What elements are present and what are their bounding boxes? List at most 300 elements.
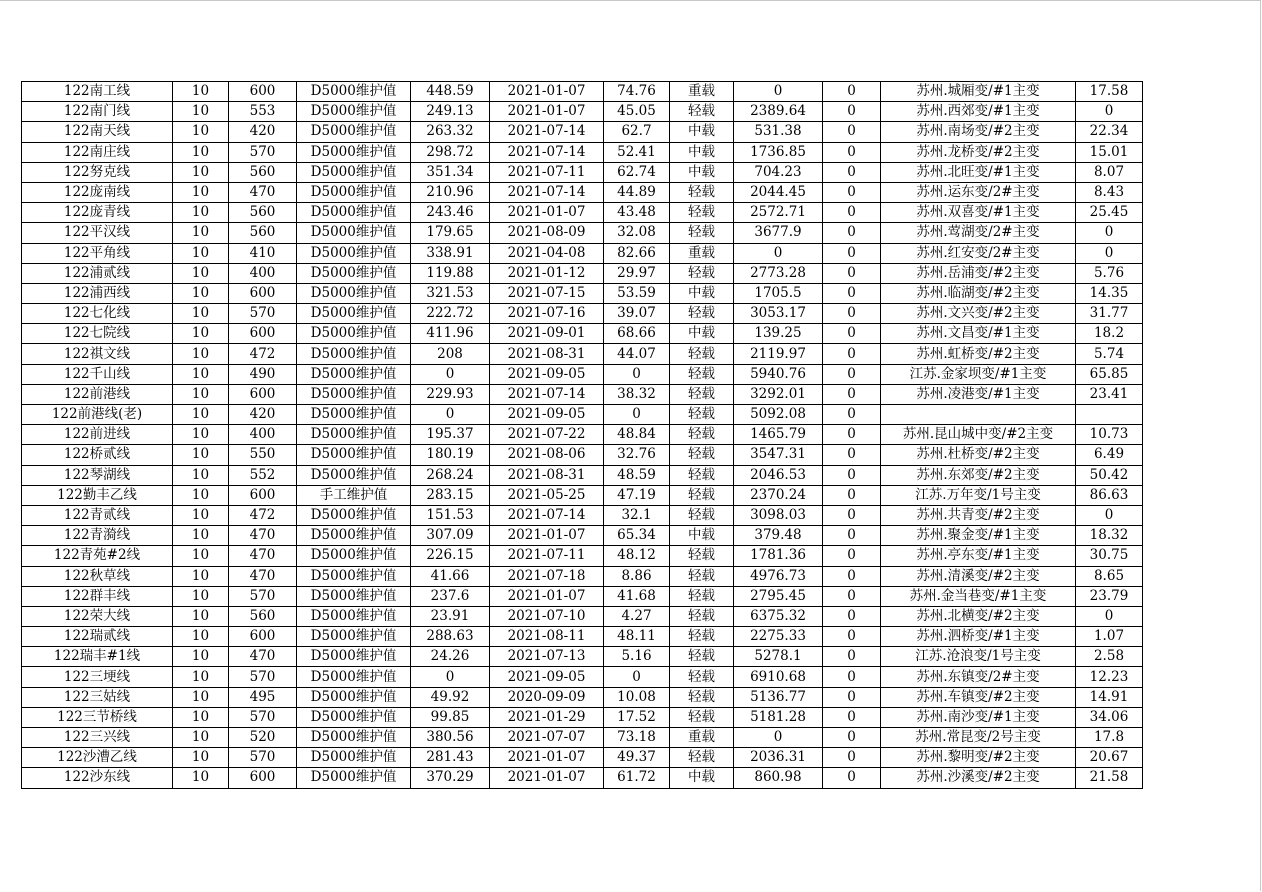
voltage-cell: 10 [173,344,229,364]
current-value-cell: 151.53 [411,505,490,525]
line-name-cell: 122前港线(老) [22,405,173,425]
transformer-load-cell: 23.41 [1076,384,1143,404]
available-capacity-cell: 5278.1 [734,647,823,667]
date-cell: 2021-07-14 [490,384,604,404]
value-cell: 0 [823,102,881,122]
load-status-cell: 轻载 [670,566,734,586]
rated-current-cell: 470 [229,526,297,546]
current-value-cell: 210.96 [411,182,490,202]
source-cell: D5000维护值 [297,364,411,384]
voltage-cell: 10 [173,647,229,667]
voltage-cell: 10 [173,768,229,788]
available-capacity-cell: 3053.17 [734,304,823,324]
load-rate-cell: 5.16 [604,647,670,667]
transformer-cell: 苏州.泗桥变/#1主变 [881,627,1076,647]
table-row [22,627,1143,647]
value-cell: 0 [823,344,881,364]
transformer-cell: 苏州.西郊变/#1主变 [881,102,1076,122]
transformer-load-cell: 23.79 [1076,586,1143,606]
available-capacity-cell: 0 [734,82,823,102]
source-cell: D5000维护值 [297,546,411,566]
value-cell: 0 [823,324,881,344]
available-capacity-cell: 6375.32 [734,606,823,626]
rated-current-cell: 420 [229,405,297,425]
voltage-cell: 10 [173,243,229,263]
source-cell: D5000维护值 [297,344,411,364]
value-cell: 0 [823,203,881,223]
line-name-cell: 122庞青线 [22,203,173,223]
load-rate-cell: 62.7 [604,122,670,142]
available-capacity-cell: 2389.64 [734,102,823,122]
rated-current-cell: 600 [229,324,297,344]
date-cell: 2021-07-10 [490,606,604,626]
transformer-load-cell: 8.07 [1076,162,1143,182]
available-capacity-cell: 2773.28 [734,263,823,283]
source-cell: D5000维护值 [297,203,411,223]
table-row [22,526,1143,546]
available-capacity-cell: 5136.77 [734,687,823,707]
value-cell: 0 [823,707,881,727]
source-cell: 手工维护值 [297,485,411,505]
current-value-cell: 351.34 [411,162,490,182]
transformer-cell: 苏州.岳浦变/#2主变 [881,263,1076,283]
transformer-load-cell: 5.76 [1076,263,1143,283]
current-value-cell: 249.13 [411,102,490,122]
line-name-cell: 122努克线 [22,162,173,182]
load-status-cell: 轻载 [670,203,734,223]
voltage-cell: 10 [173,526,229,546]
transformer-load-cell: 1.07 [1076,627,1143,647]
current-value-cell: 0 [411,364,490,384]
value-cell: 0 [823,687,881,707]
date-cell: 2021-05-25 [490,485,604,505]
rated-current-cell: 600 [229,384,297,404]
transformer-cell [881,405,1076,425]
available-capacity-cell: 5092.08 [734,405,823,425]
load-rate-cell: 10.08 [604,687,670,707]
rated-current-cell: 490 [229,364,297,384]
current-value-cell: 380.56 [411,728,490,748]
value-cell: 0 [823,162,881,182]
load-status-cell: 轻载 [670,102,734,122]
line-name-cell: 122南工线 [22,82,173,102]
load-rate-cell: 61.72 [604,768,670,788]
load-status-cell: 中载 [670,768,734,788]
load-status-cell: 轻载 [670,223,734,243]
transformer-load-cell: 34.06 [1076,707,1143,727]
voltage-cell: 10 [173,223,229,243]
load-status-cell: 轻载 [670,546,734,566]
date-cell: 2021-01-07 [490,526,604,546]
transformer-cell: 苏州.凌港变/#1主变 [881,384,1076,404]
voltage-cell: 10 [173,162,229,182]
rated-current-cell: 600 [229,82,297,102]
table-row [22,304,1143,324]
voltage-cell: 10 [173,203,229,223]
load-rate-cell: 73.18 [604,728,670,748]
transformer-load-cell: 14.35 [1076,283,1143,303]
value-cell: 0 [823,485,881,505]
line-name-cell: 122浦西线 [22,283,173,303]
value-cell: 0 [823,304,881,324]
rated-current-cell: 553 [229,102,297,122]
load-status-cell: 轻载 [670,364,734,384]
value-cell: 0 [823,566,881,586]
voltage-cell: 10 [173,687,229,707]
line-name-cell: 122前进线 [22,425,173,445]
transformer-load-cell: 17.8 [1076,728,1143,748]
available-capacity-cell: 2044.45 [734,182,823,202]
voltage-cell: 10 [173,606,229,626]
value-cell: 0 [823,546,881,566]
transformer-cell: 苏州.聚金变/#1主变 [881,526,1076,546]
load-rate-cell: 62.74 [604,162,670,182]
date-cell: 2020-09-09 [490,687,604,707]
transformer-cell: 苏州.红安变/2#主变 [881,243,1076,263]
transformer-load-cell: 2.58 [1076,647,1143,667]
rated-current-cell: 400 [229,263,297,283]
date-cell: 2021-04-08 [490,243,604,263]
date-cell: 2021-07-11 [490,162,604,182]
table-row [22,728,1143,748]
value-cell: 0 [823,182,881,202]
transformer-cell: 苏州.沙溪变/#2主变 [881,768,1076,788]
load-rate-cell: 44.89 [604,182,670,202]
transformer-cell: 苏州.北横变/#2主变 [881,606,1076,626]
load-rate-cell: 48.12 [604,546,670,566]
load-rate-cell: 32.76 [604,445,670,465]
load-rate-cell: 68.66 [604,324,670,344]
source-cell: D5000维护值 [297,405,411,425]
date-cell: 2021-01-29 [490,707,604,727]
available-capacity-cell: 5940.76 [734,364,823,384]
available-capacity-cell: 531.38 [734,122,823,142]
available-capacity-cell: 1736.85 [734,142,823,162]
voltage-cell: 10 [173,263,229,283]
transformer-cell: 苏州.昆山城中变/#2主变 [881,425,1076,445]
current-value-cell: 237.6 [411,586,490,606]
date-cell: 2021-07-22 [490,425,604,445]
rated-current-cell: 570 [229,707,297,727]
current-value-cell: 281.43 [411,748,490,768]
source-cell: D5000维护值 [297,243,411,263]
value-cell: 0 [823,223,881,243]
transformer-load-cell: 65.85 [1076,364,1143,384]
line-name-cell: 122沙漕乙线 [22,748,173,768]
transformer-load-cell: 8.43 [1076,182,1143,202]
voltage-cell: 10 [173,465,229,485]
transformer-cell: 苏州.城厢变/#1主变 [881,82,1076,102]
transformer-load-cell: 6.49 [1076,445,1143,465]
value-cell: 0 [823,384,881,404]
current-value-cell: 321.53 [411,283,490,303]
load-status-cell: 轻载 [670,182,734,202]
load-rate-cell: 29.97 [604,263,670,283]
transformer-cell: 苏州.黎明变/#2主变 [881,748,1076,768]
rated-current-cell: 520 [229,728,297,748]
current-value-cell: 283.15 [411,485,490,505]
available-capacity-cell: 0 [734,243,823,263]
line-name-cell: 122平角线 [22,243,173,263]
transformer-load-cell: 30.75 [1076,546,1143,566]
load-rate-cell: 32.08 [604,223,670,243]
value-cell: 0 [823,768,881,788]
source-cell: D5000维护值 [297,687,411,707]
available-capacity-cell: 139.25 [734,324,823,344]
date-cell: 2021-08-06 [490,445,604,465]
load-status-cell: 中载 [670,526,734,546]
value-cell: 0 [823,667,881,687]
voltage-cell: 10 [173,425,229,445]
load-rate-cell: 0 [604,667,670,687]
current-value-cell: 99.85 [411,707,490,727]
date-cell: 2021-01-07 [490,82,604,102]
load-status-cell: 轻载 [670,627,734,647]
transformer-load-cell: 31.77 [1076,304,1143,324]
load-rate-cell: 74.76 [604,82,670,102]
load-status-cell: 中载 [670,162,734,182]
current-value-cell: 263.32 [411,122,490,142]
source-cell: D5000维护值 [297,263,411,283]
transformer-load-cell: 22.34 [1076,122,1143,142]
date-cell: 2021-01-07 [490,203,604,223]
table-row [22,667,1143,687]
available-capacity-cell: 0 [734,728,823,748]
date-cell: 2021-08-11 [490,627,604,647]
rated-current-cell: 600 [229,485,297,505]
rated-current-cell: 570 [229,304,297,324]
line-name-cell: 122青苑#2线 [22,546,173,566]
load-rate-cell: 8.86 [604,566,670,586]
line-name-cell: 122青贰线 [22,505,173,525]
value-cell: 0 [823,465,881,485]
load-status-cell: 中载 [670,283,734,303]
line-name-cell: 122南天线 [22,122,173,142]
table-row [22,748,1143,768]
value-cell: 0 [823,142,881,162]
rated-current-cell: 550 [229,445,297,465]
voltage-cell: 10 [173,102,229,122]
available-capacity-cell: 2046.53 [734,465,823,485]
rated-current-cell: 420 [229,122,297,142]
table-row [22,223,1143,243]
source-cell: D5000维护值 [297,162,411,182]
transformer-load-cell: 25.45 [1076,203,1143,223]
line-name-cell: 122南门线 [22,102,173,122]
source-cell: D5000维护值 [297,505,411,525]
transformer-cell: 苏州.东郊变/#2主变 [881,465,1076,485]
load-status-cell: 重载 [670,243,734,263]
voltage-cell: 10 [173,728,229,748]
source-cell: D5000维护值 [297,627,411,647]
value-cell: 0 [823,627,881,647]
value-cell: 0 [823,748,881,768]
load-status-cell: 轻载 [670,465,734,485]
voltage-cell: 10 [173,384,229,404]
load-status-cell: 轻载 [670,707,734,727]
load-rate-cell: 45.05 [604,102,670,122]
date-cell: 2021-07-14 [490,505,604,525]
source-cell: D5000维护值 [297,526,411,546]
date-cell: 2021-01-07 [490,586,604,606]
current-value-cell: 179.65 [411,223,490,243]
voltage-cell: 10 [173,324,229,344]
available-capacity-cell: 3292.01 [734,384,823,404]
date-cell: 2021-08-31 [490,344,604,364]
value-cell: 0 [823,283,881,303]
line-name-cell: 122祺文线 [22,344,173,364]
date-cell: 2021-09-05 [490,364,604,384]
source-cell: D5000维护值 [297,445,411,465]
load-status-cell: 轻载 [670,586,734,606]
available-capacity-cell: 2119.97 [734,344,823,364]
available-capacity-cell: 5181.28 [734,707,823,727]
voltage-cell: 10 [173,445,229,465]
transformer-cell: 苏州.亭东变/#1主变 [881,546,1076,566]
load-status-cell: 轻载 [670,687,734,707]
current-value-cell: 208 [411,344,490,364]
table-row [22,283,1143,303]
voltage-cell: 10 [173,82,229,102]
date-cell: 2021-07-16 [490,304,604,324]
value-cell: 0 [823,263,881,283]
source-cell: D5000维护值 [297,768,411,788]
line-name-cell: 122浦贰线 [22,263,173,283]
load-status-cell: 中载 [670,324,734,344]
available-capacity-cell: 379.48 [734,526,823,546]
line-name-cell: 122瑞丰#1线 [22,647,173,667]
available-capacity-cell: 2370.24 [734,485,823,505]
current-value-cell: 119.88 [411,263,490,283]
date-cell: 2021-07-14 [490,122,604,142]
transformer-cell: 苏州.车镇变/#2主变 [881,687,1076,707]
current-value-cell: 41.66 [411,566,490,586]
load-status-cell: 重载 [670,728,734,748]
source-cell: D5000维护值 [297,324,411,344]
transformer-load-cell: 21.58 [1076,768,1143,788]
available-capacity-cell: 1781.36 [734,546,823,566]
source-cell: D5000维护值 [297,384,411,404]
source-cell: D5000维护值 [297,283,411,303]
load-rate-cell: 0 [604,405,670,425]
source-cell: D5000维护值 [297,586,411,606]
line-name-cell: 122三埂线 [22,667,173,687]
load-rate-cell: 41.68 [604,586,670,606]
rated-current-cell: 570 [229,586,297,606]
rated-current-cell: 570 [229,667,297,687]
load-status-cell: 轻载 [670,304,734,324]
line-name-cell: 122桥贰线 [22,445,173,465]
date-cell: 2021-01-07 [490,768,604,788]
transformer-cell: 苏州.北旺变/#1主变 [881,162,1076,182]
transformer-cell: 苏州.临湖变/#2主变 [881,283,1076,303]
rated-current-cell: 600 [229,627,297,647]
line-name-cell: 122三节桥线 [22,707,173,727]
date-cell: 2021-09-05 [490,405,604,425]
line-name-cell: 122千山线 [22,364,173,384]
transformer-cell: 苏州.清溪变/#2主变 [881,566,1076,586]
date-cell: 2021-09-01 [490,324,604,344]
load-status-cell: 轻载 [670,344,734,364]
table-row [22,707,1143,727]
value-cell: 0 [823,243,881,263]
date-cell: 2021-07-15 [490,283,604,303]
voltage-cell: 10 [173,142,229,162]
transformer-load-cell: 15.01 [1076,142,1143,162]
transformer-load-cell: 17.58 [1076,82,1143,102]
value-cell: 0 [823,405,881,425]
load-rate-cell: 65.34 [604,526,670,546]
voltage-cell: 10 [173,122,229,142]
source-cell: D5000维护值 [297,707,411,727]
rated-current-cell: 470 [229,182,297,202]
rated-current-cell: 560 [229,606,297,626]
voltage-cell: 10 [173,485,229,505]
current-value-cell: 24.26 [411,647,490,667]
source-cell: D5000维护值 [297,102,411,122]
source-cell: D5000维护值 [297,182,411,202]
voltage-cell: 10 [173,182,229,202]
source-cell: D5000维护值 [297,748,411,768]
current-value-cell: 268.24 [411,465,490,485]
load-status-cell: 重载 [670,82,734,102]
voltage-cell: 10 [173,707,229,727]
load-status-cell: 中载 [670,122,734,142]
line-name-cell: 122七院线 [22,324,173,344]
load-rate-cell: 32.1 [604,505,670,525]
date-cell: 2021-07-07 [490,728,604,748]
current-value-cell: 0 [411,667,490,687]
current-value-cell: 229.93 [411,384,490,404]
voltage-cell: 10 [173,546,229,566]
available-capacity-cell: 704.23 [734,162,823,182]
load-rate-cell: 17.52 [604,707,670,727]
available-capacity-cell: 3547.31 [734,445,823,465]
rated-current-cell: 472 [229,344,297,364]
transformer-cell: 苏州.南场变/#2主变 [881,122,1076,142]
available-capacity-cell: 6910.68 [734,667,823,687]
transformer-cell: 江苏.沧浪变/1号主变 [881,647,1076,667]
rated-current-cell: 495 [229,687,297,707]
transformer-load-cell [1076,405,1143,425]
table-row [22,687,1143,707]
table-row [22,182,1143,202]
current-value-cell: 288.63 [411,627,490,647]
voltage-cell: 10 [173,505,229,525]
table-row [22,344,1143,364]
voltage-cell: 10 [173,283,229,303]
voltage-cell: 10 [173,566,229,586]
available-capacity-cell: 860.98 [734,768,823,788]
load-rate-cell: 48.84 [604,425,670,445]
transformer-load-cell: 0 [1076,505,1143,525]
transformer-cell: 江苏.万年变/1号主变 [881,485,1076,505]
load-rate-cell: 47.19 [604,485,670,505]
load-rate-cell: 53.59 [604,283,670,303]
rated-current-cell: 472 [229,505,297,525]
source-cell: D5000维护值 [297,728,411,748]
transformer-load-cell: 8.65 [1076,566,1143,586]
value-cell: 0 [823,82,881,102]
load-status-cell: 轻载 [670,647,734,667]
feeder-load-table [21,81,1143,789]
table-row [22,384,1143,404]
date-cell: 2021-08-31 [490,465,604,485]
load-status-cell: 轻载 [670,505,734,525]
date-cell: 2021-01-12 [490,263,604,283]
date-cell: 2021-07-14 [490,182,604,202]
table-row [22,465,1143,485]
